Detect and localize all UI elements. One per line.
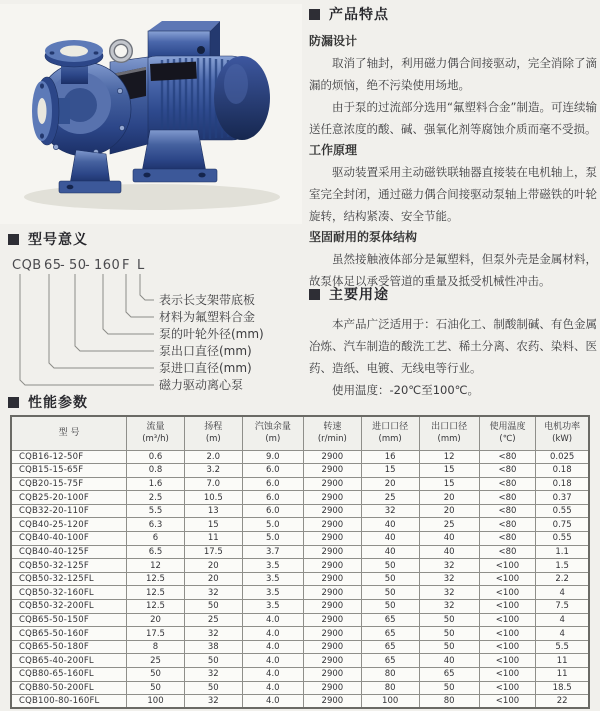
value-cell: 3.7 [242, 545, 303, 559]
model-cell: CQB50-32-200FL [11, 600, 127, 614]
value-cell: 32 [184, 668, 242, 682]
model-cell: CQB40-40-125F [11, 545, 127, 559]
value-cell: 50 [127, 668, 185, 682]
value-cell: 7.5 [536, 600, 589, 614]
section-main-uses [309, 284, 597, 401]
table-row [11, 477, 589, 491]
value-cell: 12.5 [127, 586, 185, 600]
section-product-features [309, 4, 597, 292]
value-cell: 40 [361, 545, 419, 559]
column-header: 汽蚀余量 (m) [242, 416, 303, 450]
value-cell: 0.025 [536, 450, 589, 464]
value-cell: 6 [127, 532, 185, 546]
feature-paragraph: 驱动装置采用主动磁铁联轴器直接装在电机轴上，泵室完全封闭，通过磁力偶合间接驱动泵轴上带磁铁的叶轮旋转，结构紧凑、安全节能。 [309, 165, 597, 223]
value-cell: 13 [184, 504, 242, 518]
value-cell: 5.5 [127, 504, 185, 518]
value-cell: 3.5 [242, 600, 303, 614]
value-cell: 32 [419, 572, 479, 586]
code-label: 泵的叶轮外径(mm) [159, 327, 264, 341]
table-header [11, 416, 589, 450]
value-cell: 10.5 [184, 491, 242, 505]
value-cell: 17.5 [184, 545, 242, 559]
table-row [11, 545, 589, 559]
table-row [11, 640, 589, 654]
value-cell: 20 [184, 559, 242, 573]
value-cell: <100 [479, 600, 536, 614]
value-cell: 6.5 [127, 545, 185, 559]
value-cell: 2900 [303, 491, 361, 505]
section-title: 主要用途 [329, 287, 389, 303]
model-cell: CQB80-65-160FL [11, 668, 127, 682]
value-cell: 2900 [303, 464, 361, 478]
value-cell: 40 [419, 654, 479, 668]
value-cell: 25 [361, 491, 419, 505]
section-header-performance [8, 392, 88, 412]
column-header: 流量 (m³/h) [127, 416, 185, 450]
column-header: 出口口径 (mm) [419, 416, 479, 450]
value-cell: <80 [479, 504, 536, 518]
table-row [11, 586, 589, 600]
value-cell: 50 [184, 681, 242, 695]
column-header: 型 号 [11, 416, 127, 450]
value-cell: 1.5 [536, 559, 589, 573]
value-cell: 50 [361, 586, 419, 600]
value-cell: 11 [536, 654, 589, 668]
table-row [11, 491, 589, 505]
value-cell: 25 [419, 518, 479, 532]
value-cell: 0.18 [536, 464, 589, 478]
value-cell: 4.0 [242, 627, 303, 641]
value-cell: 15 [419, 464, 479, 478]
value-cell: <100 [479, 681, 536, 695]
table-body [11, 450, 589, 708]
pump-photo [0, 4, 302, 224]
pump-illustration [0, 4, 302, 224]
value-cell: 7.0 [184, 477, 242, 491]
value-cell: 32 [419, 600, 479, 614]
value-cell: 50 [419, 613, 479, 627]
table-row [11, 572, 589, 586]
table-row [11, 695, 589, 709]
table-row [11, 504, 589, 518]
model-cell: CQB32-20-110F [11, 504, 127, 518]
model-cell: CQB80-50-200FL [11, 681, 127, 695]
value-cell: 15 [184, 518, 242, 532]
model-cell: CQB50-32-160FL [11, 586, 127, 600]
model-cell: CQB50-32-125F [11, 559, 127, 573]
value-cell: <100 [479, 586, 536, 600]
value-cell: 4 [536, 627, 589, 641]
value-cell: <80 [479, 464, 536, 478]
column-header: 电机功率 (kW) [536, 416, 589, 450]
code-label: 磁力驱动离心泵 [159, 378, 244, 392]
value-cell: 32 [361, 504, 419, 518]
value-cell: 2900 [303, 586, 361, 600]
value-cell: 2.5 [127, 491, 185, 505]
value-cell: 2900 [303, 518, 361, 532]
value-cell: <80 [479, 545, 536, 559]
value-cell: 50 [419, 640, 479, 654]
value-cell: 12 [127, 559, 185, 573]
table-row [11, 559, 589, 573]
value-cell: <80 [479, 477, 536, 491]
performance-table-wrap [10, 415, 590, 709]
value-cell: 65 [361, 640, 419, 654]
value-cell: <80 [479, 518, 536, 532]
model-code-diagram [8, 254, 298, 406]
value-cell: 2900 [303, 477, 361, 491]
value-cell: 2900 [303, 545, 361, 559]
value-cell: 80 [419, 695, 479, 709]
value-cell: 0.37 [536, 491, 589, 505]
section-header [309, 4, 597, 24]
motor-body [138, 56, 270, 140]
uses-paragraph: 本产品广泛适用于：石油化工、制酸制碱、有色金属冶炼、汽车制造的酸洗工艺、稀土分离、农药、染料、医药、造纸、电镀、无线电等行业。 [309, 317, 597, 375]
value-cell: 3.5 [242, 586, 303, 600]
header-row [11, 416, 589, 450]
value-cell: 6.0 [242, 477, 303, 491]
value-cell: 11 [536, 668, 589, 682]
table-row [11, 532, 589, 546]
value-cell: 2900 [303, 559, 361, 573]
value-cell: 4.0 [242, 681, 303, 695]
value-cell: 32 [184, 586, 242, 600]
value-cell: 1.6 [127, 477, 185, 491]
column-header: 扬程 (m) [184, 416, 242, 450]
value-cell: 38 [184, 640, 242, 654]
model-cell: CQB50-32-125FL [11, 572, 127, 586]
section-bullet-icon [8, 397, 19, 408]
value-cell: 20 [419, 504, 479, 518]
value-cell: 32 [419, 586, 479, 600]
value-cell: 2900 [303, 640, 361, 654]
value-cell: 17.5 [127, 627, 185, 641]
value-cell: 15 [361, 464, 419, 478]
value-cell: <80 [479, 491, 536, 505]
value-cell: 2900 [303, 668, 361, 682]
value-cell: 2900 [303, 654, 361, 668]
value-cell: 50 [361, 600, 419, 614]
table-row [11, 654, 589, 668]
value-cell: 50 [127, 681, 185, 695]
code-label: 泵进口直径(mm) [159, 361, 252, 375]
value-cell: 40 [419, 532, 479, 546]
temperature-note: 使用温度：-20℃至100℃。 [332, 383, 480, 397]
value-cell: 2900 [303, 613, 361, 627]
value-cell: 12 [419, 450, 479, 464]
table-row [11, 627, 589, 641]
value-cell: 4 [536, 586, 589, 600]
value-cell: 50 [184, 600, 242, 614]
value-cell: 2900 [303, 532, 361, 546]
value-cell: 4.0 [242, 668, 303, 682]
column-header: 进口口径 (mm) [361, 416, 419, 450]
value-cell: 22 [536, 695, 589, 709]
value-cell: 6.3 [127, 518, 185, 532]
value-cell: 40 [361, 518, 419, 532]
value-cell: <100 [479, 654, 536, 668]
value-cell: 50 [361, 559, 419, 573]
value-cell: 4.0 [242, 695, 303, 709]
feature-paragraph: 由于泵的过流部分选用“氟塑料合金”制造。可连续输送任意浓度的酸、碱、强氧化剂等腐蚀介质而毫不受损。 [309, 100, 597, 136]
model-cell: CQB65-40-200FL [11, 654, 127, 668]
value-cell: 100 [127, 695, 185, 709]
value-cell: 20 [419, 491, 479, 505]
value-cell: 5.0 [242, 532, 303, 546]
value-cell: 2900 [303, 504, 361, 518]
table-row [11, 518, 589, 532]
model-code: CQB 65- 50- 160 F L [12, 258, 145, 273]
section-bullet-icon [8, 234, 19, 245]
section-title: 型号意义 [28, 232, 88, 248]
value-cell: <100 [479, 613, 536, 627]
value-cell: 3.5 [242, 559, 303, 573]
value-cell: 2.0 [184, 450, 242, 464]
model-cell: CQB65-50-150F [11, 613, 127, 627]
value-cell: 12.5 [127, 572, 185, 586]
section-model-meaning [8, 229, 300, 406]
motor-nameplate [150, 62, 197, 81]
section-header [309, 284, 597, 304]
code-label: 泵出口直径(mm) [159, 344, 252, 358]
value-cell: 15 [419, 477, 479, 491]
model-cell: CQB65-50-180F [11, 640, 127, 654]
value-cell: 4.0 [242, 654, 303, 668]
value-cell: 2900 [303, 627, 361, 641]
value-cell: 50 [419, 681, 479, 695]
model-cell: CQB100-80-160FL [11, 695, 127, 709]
value-cell: 32 [419, 559, 479, 573]
value-cell: 0.75 [536, 518, 589, 532]
code-label: 表示长支架带底板 [159, 293, 256, 307]
value-cell: 2900 [303, 450, 361, 464]
table-row [11, 681, 589, 695]
value-cell: 18.5 [536, 681, 589, 695]
value-cell: 8 [127, 640, 185, 654]
value-cell: 0.18 [536, 477, 589, 491]
value-cell: <80 [479, 532, 536, 546]
value-cell: 12.5 [127, 600, 185, 614]
value-cell: 25 [127, 654, 185, 668]
value-cell: 2.2 [536, 572, 589, 586]
value-cell: 1.1 [536, 545, 589, 559]
feature-subheading: 坚固耐用的泵体结构 [309, 230, 418, 244]
section-title: 性能参数 [28, 395, 88, 411]
value-cell: <100 [479, 559, 536, 573]
value-cell: 4.0 [242, 613, 303, 627]
model-cell: CQB16-12-50F [11, 450, 127, 464]
value-cell: 80 [361, 668, 419, 682]
value-cell: 3.2 [184, 464, 242, 478]
value-cell: 80 [361, 681, 419, 695]
value-cell: 20 [127, 613, 185, 627]
value-cell: 100 [361, 695, 419, 709]
value-cell: 4 [536, 613, 589, 627]
table-row [11, 600, 589, 614]
value-cell: 65 [419, 668, 479, 682]
value-cell: 5.5 [536, 640, 589, 654]
table-row [11, 613, 589, 627]
model-cell: CQB15-15-65F [11, 464, 127, 478]
value-cell: 20 [184, 572, 242, 586]
section-bullet-icon [309, 9, 320, 20]
value-cell: 2900 [303, 600, 361, 614]
value-cell: <100 [479, 640, 536, 654]
value-cell: <80 [479, 450, 536, 464]
table-row [11, 668, 589, 682]
value-cell: <100 [479, 572, 536, 586]
value-cell: 3.5 [242, 572, 303, 586]
value-cell: 65 [361, 654, 419, 668]
model-cell: CQB40-40-100F [11, 532, 127, 546]
value-cell: 32 [184, 627, 242, 641]
model-cell: CQB20-15-75F [11, 477, 127, 491]
value-cell: 2900 [303, 695, 361, 709]
feature-paragraph: 虽然接触液体部分是氟塑料，但泵外壳是金属材料，故泵体足以承受管道的重量及抵受机械性冲击。 [309, 252, 597, 288]
diagram-lines [20, 274, 154, 385]
value-cell: 5.0 [242, 518, 303, 532]
value-cell: 40 [361, 532, 419, 546]
performance-table [10, 415, 590, 709]
value-cell: 9.0 [242, 450, 303, 464]
section-title: 产品特点 [329, 7, 389, 23]
value-cell: <100 [479, 695, 536, 709]
value-cell: 40 [419, 545, 479, 559]
code-label: 材料为氟塑料合金 [159, 310, 256, 324]
diagram-labels [159, 292, 264, 392]
value-cell: 6.0 [242, 504, 303, 518]
feature-subheading: 防漏设计 [309, 34, 358, 48]
table-row [11, 464, 589, 478]
value-cell: 2900 [303, 572, 361, 586]
feature-paragraph: 取消了轴封，利用磁力偶合间接驱动，完全消除了滴漏的烦恼，绝不污染使用场地。 [309, 56, 597, 92]
value-cell: <100 [479, 668, 536, 682]
value-cell: 65 [361, 613, 419, 627]
model-cell: CQB40-25-120F [11, 518, 127, 532]
section-bullet-icon [309, 289, 320, 300]
value-cell: 0.6 [127, 450, 185, 464]
section-header [8, 229, 300, 249]
table-row [11, 450, 589, 464]
value-cell: 0.8 [127, 464, 185, 478]
value-cell: 32 [184, 695, 242, 709]
value-cell: 50 [184, 654, 242, 668]
value-cell: 0.55 [536, 532, 589, 546]
value-cell: 6.0 [242, 491, 303, 505]
model-cell: CQB65-50-160F [11, 627, 127, 641]
value-cell: 50 [361, 572, 419, 586]
value-cell: 11 [184, 532, 242, 546]
value-cell: <100 [479, 627, 536, 641]
value-cell: 25 [184, 613, 242, 627]
feature-subheading: 工作原理 [309, 143, 358, 157]
value-cell: 50 [419, 627, 479, 641]
value-cell: 0.55 [536, 504, 589, 518]
value-cell: 65 [361, 627, 419, 641]
value-cell: 16 [361, 450, 419, 464]
value-cell: 6.0 [242, 464, 303, 478]
column-header: 使用温度 (℃) [479, 416, 536, 450]
value-cell: 2900 [303, 681, 361, 695]
model-cell: CQB25-20-100F [11, 491, 127, 505]
column-header: 转速 (r/min) [303, 416, 361, 450]
value-cell: 20 [361, 477, 419, 491]
value-cell: 4.0 [242, 640, 303, 654]
